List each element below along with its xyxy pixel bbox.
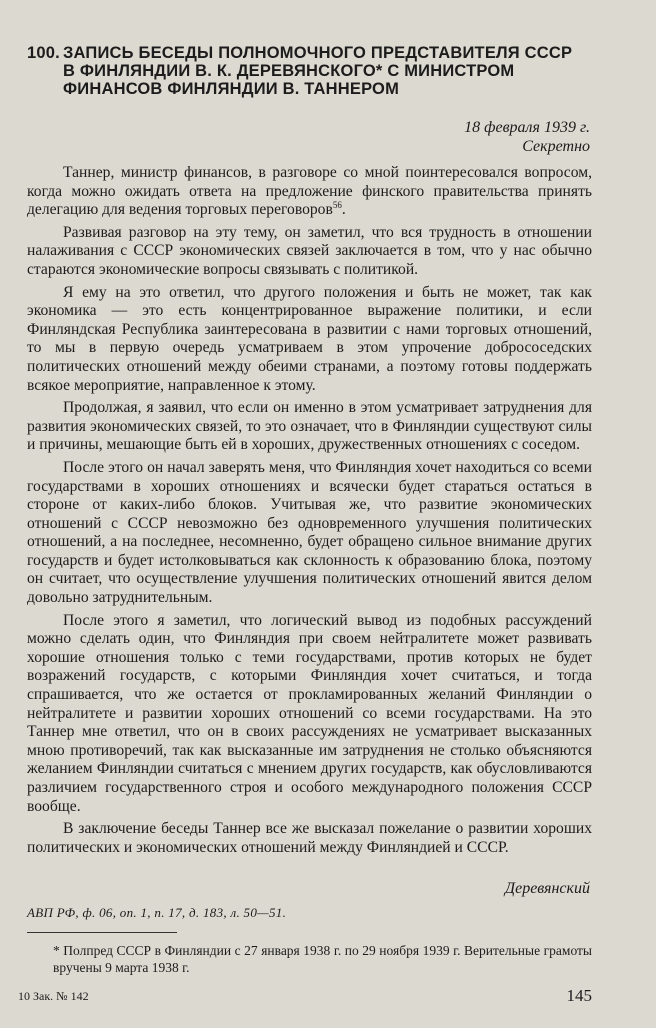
classification-label: Секретно bbox=[522, 138, 590, 155]
footnote-divider bbox=[27, 932, 177, 933]
dateline bbox=[464, 118, 590, 156]
paragraph: После этого он начал заверять меня, что Финляндия хочет находиться со всеми государствами в хороших отношениях и всячески будет стараться остаться в стороне от каких-либо блоков. Учитывая же, что развитие экономических отношений с СССР невозможно без одновременного улучшения политических отношений, а на последнее, несомненно, будет обращено сильное внимание других государств и будет истолковываться как склонность к образованию блока, поэтому он считает, что осуществление улучшения политических отношений явится делом довольно затруднительным. bbox=[27, 458, 592, 607]
document-heading bbox=[27, 44, 607, 98]
paragraph: Развивая разговор на эту тему, он заметил, что вся трудность в отношении налаживания с СССР экономических связей заключается в том, что у нас обычно стараются экономические вопросы связывать с политикой. bbox=[27, 223, 592, 278]
heading-line-1: ЗАПИСЬ БЕСЕДЫ ПОЛНОМОЧНОГО ПРЕДСТАВИТЕЛЯ СССР bbox=[63, 44, 573, 62]
page-number: 145 bbox=[566, 986, 592, 1005]
endnote-reference: 56 bbox=[332, 200, 342, 210]
document-date: 18 февраля 1939 г. bbox=[464, 119, 590, 136]
signature: Деревянский bbox=[504, 880, 590, 897]
document-number: 100. bbox=[27, 44, 60, 62]
printer-mark: 10 Зак. № 142 bbox=[18, 989, 89, 1003]
paragraph: В заключение беседы Таннер все же высказал пожелание о развитии хороших политических и экономических отношений между Финляндией и СССР. bbox=[27, 820, 592, 856]
heading-line-3: ФИНАНСОВ ФИНЛЯНДИИ В. ТАННЕРОМ bbox=[63, 80, 400, 98]
document-body bbox=[27, 164, 592, 861]
paragraph: После этого я заметил, что логический вывод из подобных рассуждений можно сделать один, что Финляндия при своем нейтралитете может развивать хорошие отношения только с теми государствами, против которых не будет возражений государств, с которыми Финляндия хочет считаться, и тогда спрашивается, что же остается от прокламированных желаний Финляндии о нейтралитете и развитии хороших отношений со всеми государствами. На это Таннер мне ответил, что он в своих рассуждениях не усматривает высказанных мною противоречий, так как высказанные им затруднения не столько объясняются желанием Финляндии считаться с мнением других государств, как обусловливаются различием государственного строя и особого международного положения СССР вообще. bbox=[27, 611, 592, 815]
paragraph: Таннер, министр финансов, в разговоре со мной поинтересовался вопросом, когда можно ожидать ответа на предложение финского правительства принять делегацию для ведения торговых переговоров$^{56}$. bbox=[27, 164, 592, 219]
archive-reference: АВП РФ, ф. 06, оп. 1, п. 17, д. 183, л. 50—51. bbox=[27, 905, 287, 920]
footnote: * Полпред СССР в Финляндии с 27 января 1938 г. по 29 ноября 1939 г. Верительные грамоты вручены 9 марта 1938 г. bbox=[53, 943, 592, 975]
heading-line-2: В ФИНЛЯНДИИ В. К. ДЕРЕВЯНСКОГО* С МИНИСТРОМ bbox=[63, 62, 515, 80]
paragraph: Я ему на это ответил, что другого положения и быть не может, так как экономика — это есть концентрированное выражение политики, и если Финляндская Республика заинтересована в развитии с нами торговых отношений, то мы в первую очередь усматриваем в этом упрочение добрососедских политических отношений между обеими странами, а поэтому готовы поддержать всякое мероприятие, направленное к этому. bbox=[27, 283, 592, 394]
paragraph: Продолжая, я заявил, что если он именно в этом усматривает затруднения для развития экономических связей, то это означает, что в Финляндии существуют силы и причины, мешающие быть ей в хороших, дружественных отношениях с соседом. bbox=[27, 399, 592, 454]
